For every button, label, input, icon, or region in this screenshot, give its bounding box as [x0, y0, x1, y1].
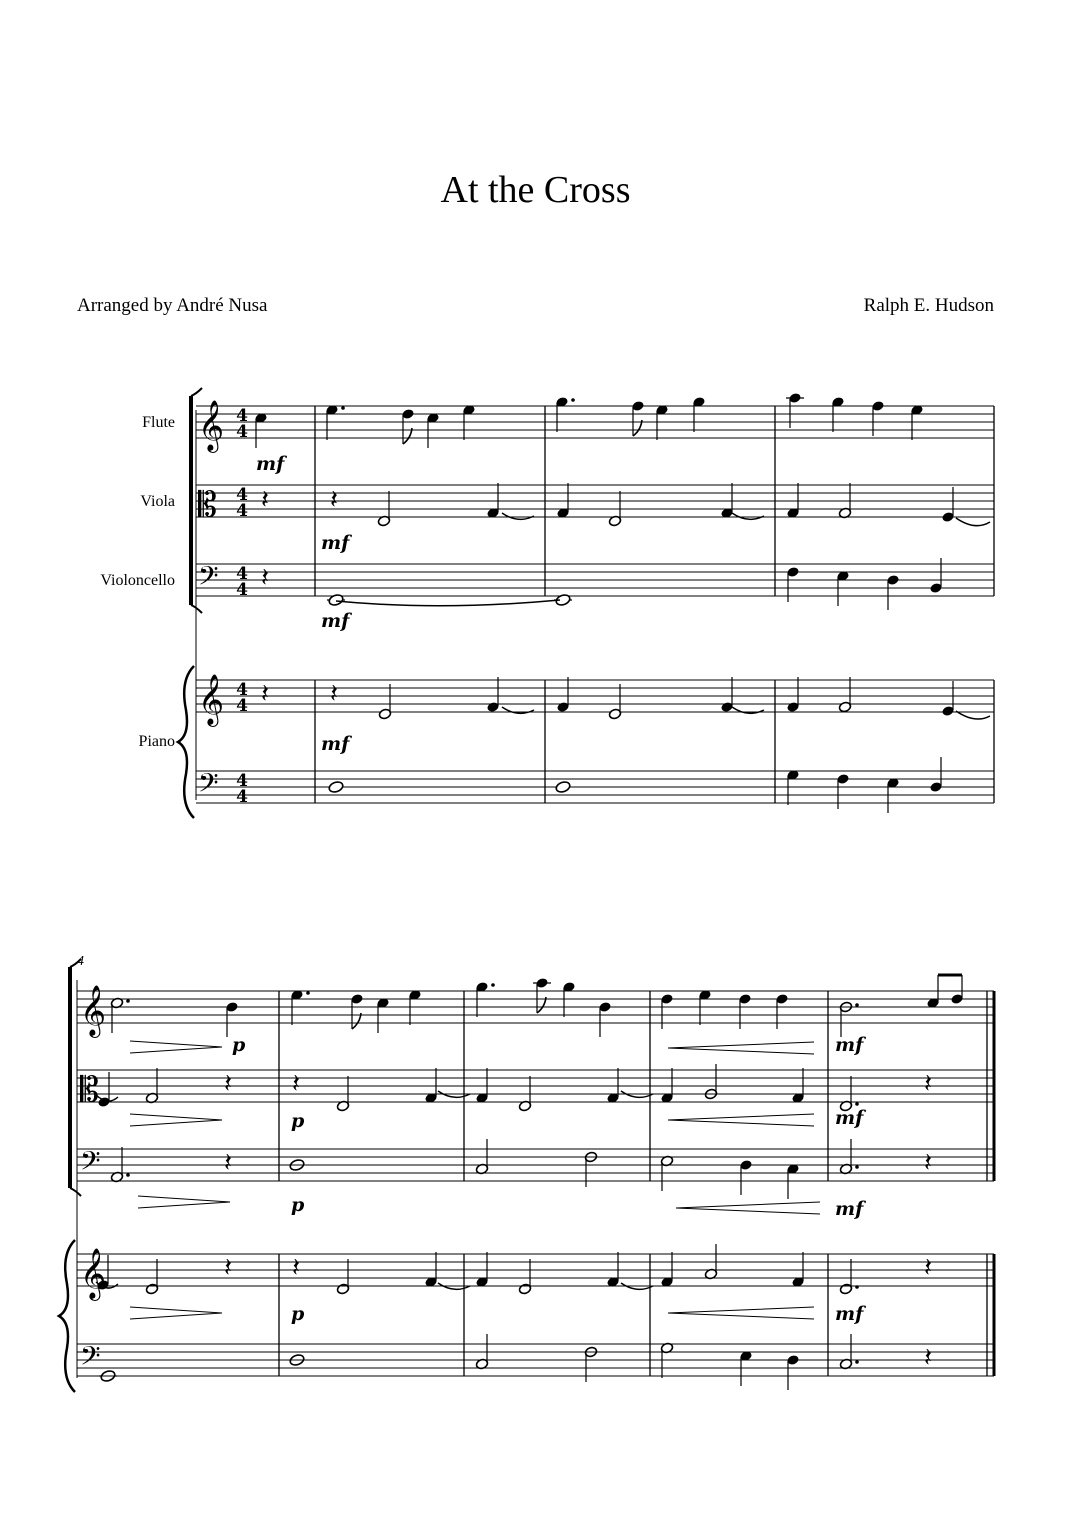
svg-text:p: p	[291, 1110, 305, 1132]
svg-text:𝄢: 𝄢	[80, 1145, 101, 1183]
note-head	[555, 780, 571, 793]
piano-label: Piano	[138, 733, 175, 750]
flute-staff	[196, 406, 994, 438]
system1-time-signatures	[236, 406, 248, 807]
quarter-rest: 𝄽	[224, 1253, 232, 1283]
note-dot	[855, 1102, 859, 1106]
note-dot	[491, 983, 495, 987]
svg-text:𝄡: 𝄡	[80, 1070, 99, 1110]
quarter-rest: 𝄽	[261, 679, 269, 709]
svg-text:4: 4	[236, 771, 248, 791]
svg-text:4: 4	[236, 696, 248, 716]
svg-text:4: 4	[236, 564, 248, 584]
system1-clefs	[198, 400, 224, 805]
flute-staff-2	[77, 991, 994, 1023]
cello-staff	[196, 564, 994, 596]
svg-text:mf: mf	[256, 453, 285, 475]
viola-label: Viola	[140, 493, 175, 510]
svg-text:mf: mf	[835, 1107, 864, 1129]
note-dot	[341, 406, 345, 410]
svg-text:p: p	[232, 1034, 246, 1056]
treble-clef-piano: 𝄞	[198, 674, 225, 725]
piano-lh-staff	[196, 771, 994, 803]
piano-lh-staff-2	[77, 1344, 994, 1376]
piano-rh-staff	[196, 680, 994, 712]
piano-rh-staff-2	[77, 1254, 994, 1286]
viola-staff-2	[77, 1070, 994, 1102]
svg-text:4: 4	[236, 787, 248, 807]
svg-text:mf: mf	[321, 610, 350, 632]
cello-label: Violoncello	[100, 572, 175, 589]
svg-text:4: 4	[236, 406, 248, 426]
quarter-rest: 𝄽	[330, 679, 338, 709]
composer-credit: Ralph E. Hudson	[863, 295, 994, 316]
svg-text:p: p	[291, 1303, 305, 1325]
arranger-credit: Arranged by André Nusa	[77, 295, 268, 316]
svg-text:mf: mf	[835, 1303, 864, 1325]
bass-clef-piano: 𝄢	[198, 767, 219, 805]
quarter-rest: 𝄽	[292, 1253, 300, 1283]
svg-text:4: 4	[236, 485, 248, 505]
note-dot	[571, 398, 575, 402]
quarter-rest: 𝄽	[224, 1148, 232, 1178]
viola-staff	[196, 485, 994, 517]
quarter-rest: 𝄽	[924, 1253, 932, 1283]
svg-text:mf: mf	[321, 733, 350, 755]
note-dot	[855, 1003, 859, 1007]
notes-layer	[96, 392, 963, 1390]
note-dot	[126, 999, 130, 1003]
system2-bracket	[59, 959, 81, 1392]
svg-text:mf: mf	[835, 1198, 864, 1220]
quarter-rest: 𝄽	[292, 1069, 300, 1099]
svg-text:4: 4	[236, 680, 248, 700]
note-dot	[306, 991, 310, 995]
system2-barlines	[279, 991, 994, 1376]
score-title: At the Cross	[440, 169, 631, 211]
quarter-rest: 𝄽	[924, 1343, 932, 1373]
flute-label: Flute	[142, 414, 175, 431]
note-dot	[855, 1165, 859, 1169]
note-dot	[126, 1173, 130, 1177]
measure-number: 4	[77, 954, 84, 969]
svg-text:4: 4	[236, 501, 248, 521]
svg-text:p: p	[291, 1194, 305, 1216]
quarter-rest: 𝄽	[261, 563, 269, 593]
treble-clef-flute: 𝄞	[198, 400, 225, 451]
svg-text:𝄢: 𝄢	[80, 1340, 101, 1378]
bass-clef-cello: 𝄢	[198, 560, 219, 598]
svg-text:4: 4	[236, 580, 248, 600]
quarter-rest: 𝄽	[224, 1069, 232, 1099]
note-head	[328, 780, 344, 793]
dynamics	[232, 453, 866, 1325]
quarter-rest: 𝄽	[924, 1148, 932, 1178]
svg-text:mf: mf	[321, 532, 350, 554]
svg-text:𝄞: 𝄞	[80, 1248, 107, 1299]
quarter-rest: 𝄽	[261, 485, 269, 515]
svg-text:mf: mf	[835, 1034, 864, 1056]
note-dot	[855, 1360, 859, 1364]
system1-bracket	[178, 388, 202, 818]
svg-text:𝄞: 𝄞	[80, 985, 107, 1036]
quarter-rest: 𝄽	[330, 485, 338, 515]
svg-text:4: 4	[236, 422, 248, 442]
note-head	[328, 593, 344, 606]
quarter-rest: 𝄽	[924, 1069, 932, 1099]
system1-barlines	[315, 406, 994, 803]
system1-staff-lines	[196, 406, 994, 803]
cello-staff-2	[77, 1149, 994, 1181]
alto-clef-viola: 𝄡	[198, 485, 217, 525]
